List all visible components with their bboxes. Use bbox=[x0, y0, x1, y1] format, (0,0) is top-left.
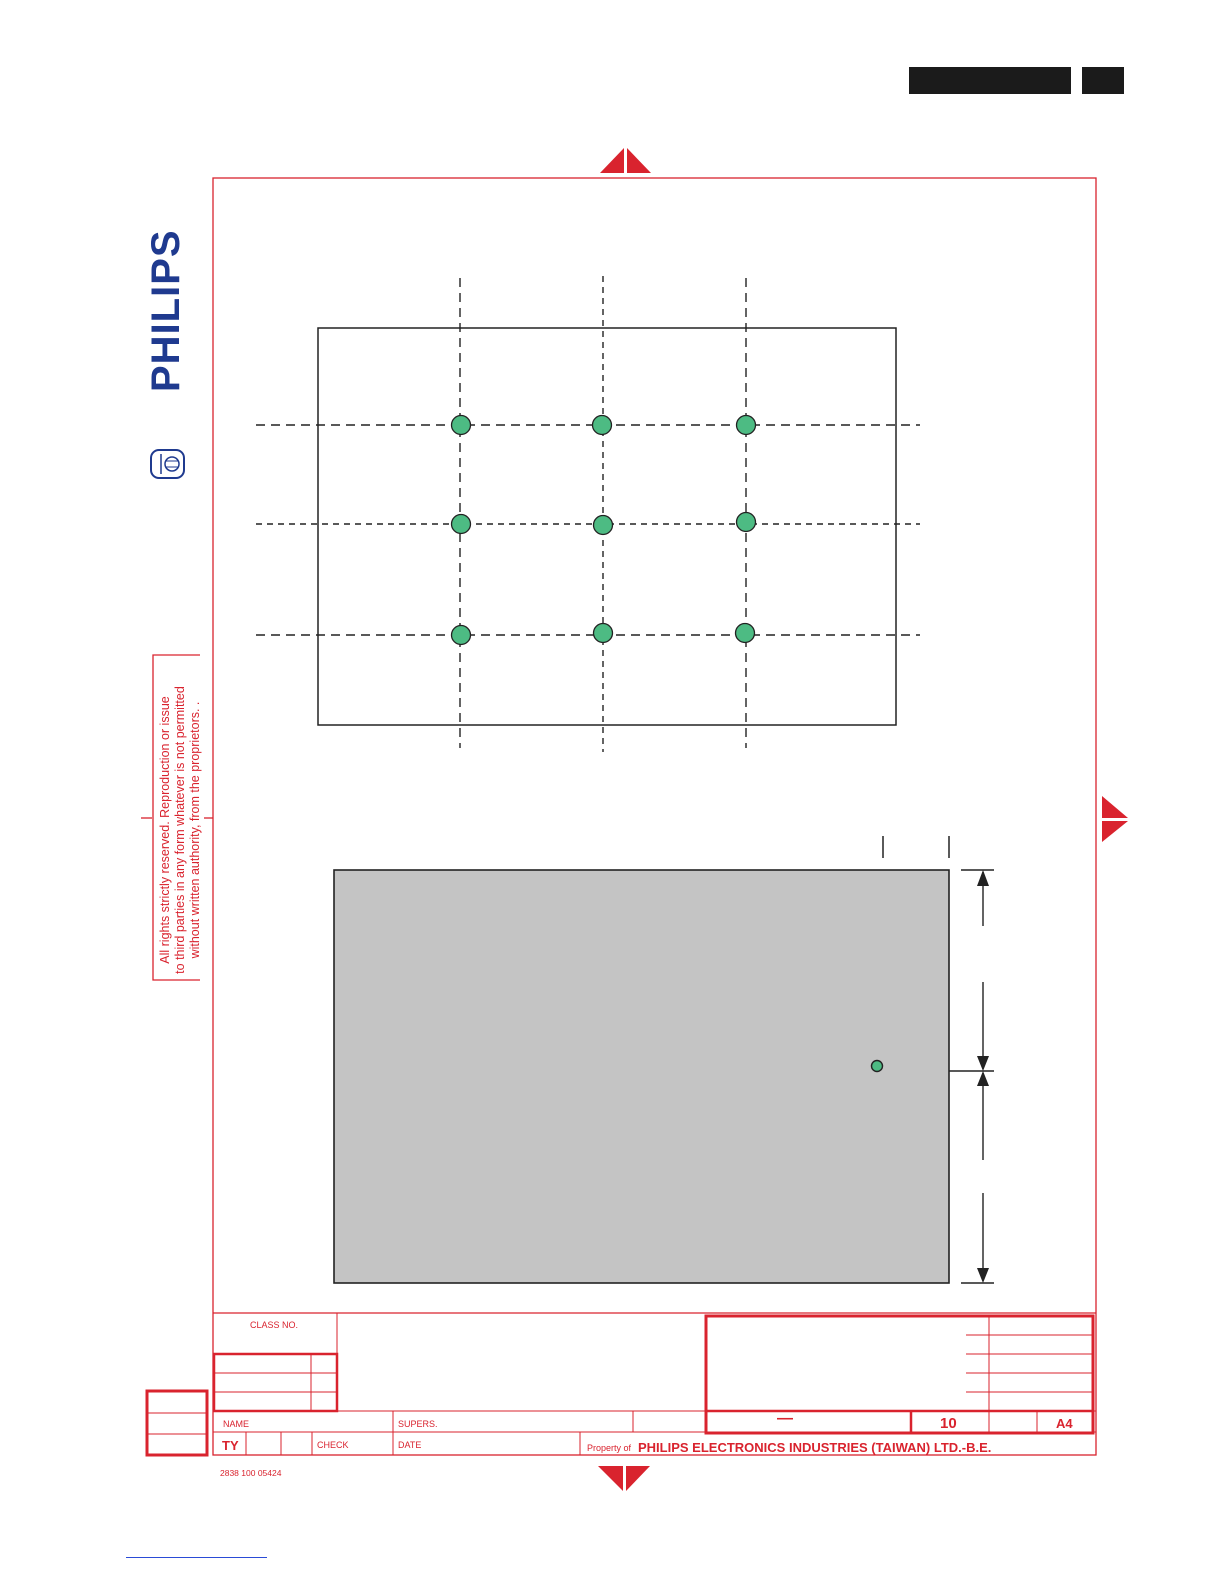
title-dash: — bbox=[777, 1410, 793, 1427]
philips-wordmark: PHILIPS bbox=[144, 229, 188, 392]
check-label: CHECK bbox=[317, 1440, 349, 1450]
supers-label: SUPERS. bbox=[398, 1419, 438, 1429]
point-top-left bbox=[452, 416, 471, 435]
date-label: DATE bbox=[398, 1440, 422, 1450]
title-block bbox=[213, 1313, 1096, 1455]
top-center-arrow-icon bbox=[600, 148, 651, 173]
right-center-arrow-icon bbox=[1102, 796, 1128, 842]
philips-shield-icon bbox=[151, 450, 184, 478]
point-bottom-left bbox=[452, 626, 471, 645]
company-name: PHILIPS ELECTRONICS INDUSTRIES (TAIWAN) LTD.-B.E. bbox=[638, 1440, 992, 1455]
point-top-center bbox=[593, 416, 612, 435]
point-top-right bbox=[737, 416, 756, 435]
point-middle-center bbox=[594, 516, 613, 535]
ty-value: TY bbox=[222, 1438, 239, 1453]
footer-link-underline bbox=[126, 1557, 267, 1558]
notice-line-2: to third parties in any form whatever is not permitted bbox=[173, 686, 187, 974]
property-of-label: Property of bbox=[587, 1443, 632, 1453]
left-stamp-box bbox=[147, 1391, 207, 1455]
copyright-notice bbox=[158, 680, 203, 980]
gray-panel bbox=[334, 870, 949, 1283]
point-middle-left bbox=[452, 515, 471, 534]
name-label: NAME bbox=[223, 1419, 250, 1429]
notice-line-1: All rights strictly reserved. Reproduction or issue bbox=[158, 696, 172, 964]
sheet-number: 10 bbox=[940, 1415, 957, 1432]
point-bottom-right bbox=[736, 624, 755, 643]
point-bottom-center bbox=[594, 624, 613, 643]
point-middle-right bbox=[737, 513, 756, 532]
grid-dashed-lines bbox=[256, 276, 920, 752]
paper-format: A4 bbox=[1056, 1416, 1073, 1431]
vertical-dimensions bbox=[949, 870, 994, 1283]
panel-measurement-point bbox=[872, 1061, 883, 1072]
document-code: 2838 100 05424 bbox=[220, 1468, 282, 1478]
class-no-label: CLASS NO. bbox=[250, 1320, 299, 1330]
notice-line-3: without written authority, from the proprietors. . bbox=[188, 701, 202, 959]
bottom-center-arrow-icon bbox=[598, 1466, 650, 1491]
